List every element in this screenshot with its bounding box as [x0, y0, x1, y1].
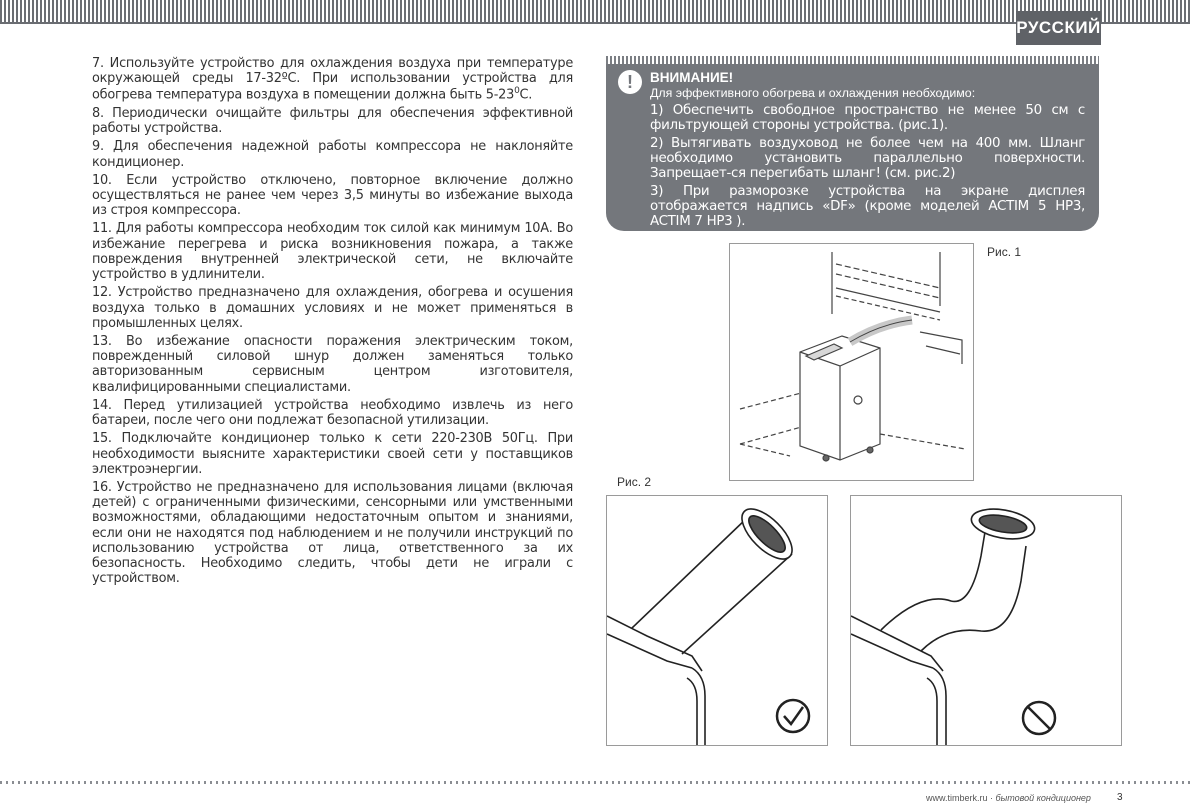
instruction-item: 12. Устройство предназначено для охлаждения, обогрева и осушения воздуха только в домашних условиях и не может применяться в промышленных целях. [92, 285, 573, 331]
figure-2-correct-hose [606, 495, 828, 746]
footer-tagline: бытовой кондиционер [995, 793, 1091, 803]
instruction-item: 16. Устройство не предназначено для использования лицами (включая детей) с ограниченными физическими, сенсорными или умственными возможностями, обладающими недостаточным опытом и знаниями, если они не находятся под наблюдением и не получили инструкций по использованию устройства от лица, ответственного за их безопасность. Необходимо следить, чтобы дети не играли с устройством. [92, 479, 573, 587]
page-number: 3 [1117, 792, 1123, 803]
language-tab: РУССКИЙ [1016, 11, 1101, 45]
notice-stripe-band [606, 56, 1099, 64]
attention-notice [606, 64, 1099, 231]
footer-site: www.timberk.ru [926, 793, 988, 803]
instruction-item: 15. Подключайте кондиционер только к сети 220-230В 50Гц. При необходимости выясните характеристики своей сети у поставщиков электроэнергии. [92, 431, 573, 477]
instruction-item: 14. Перед утилизацией устройства необходимо извлечь из него батареи, после чего они подлежат безопасной утилизации. [92, 397, 573, 429]
notice-title: ВНИМАНИЕ! [650, 70, 734, 85]
footer-site-info: www.timberk.ru · бытовой кондиционер [926, 793, 1091, 803]
instruction-item: 13. Во избежание опасности поражения электрическим током, поврежденный силовой шнур должен заменяться только авторизованным сервисным центром изготовителя, квалифицированными специалистами. [92, 334, 573, 395]
notice-item: 1) Обеспечить свободное пространство не менее 50 см с фильтрующей стороны устройства. (рис.1). [650, 103, 1085, 133]
prohibited-icon [1023, 702, 1055, 734]
footer-dotted-rule [0, 781, 1190, 784]
header-stripe-band [0, 0, 1190, 22]
instruction-item: 7. Используйте устройство для охлаждения воздуха при температуре окружающей среды 17-32ºC. При использовании устройства для обогрева температура воздуха в помещении должна быть $5-23^0C$. [92, 56, 573, 103]
figure-2-bent-hose [850, 495, 1122, 746]
figure-1-label: Рис. 1 [987, 245, 1022, 259]
header-rule [0, 22, 1190, 24]
notice-item: 2) Вытягивать воздуховод не более чем на 400 мм. Шланг необходимо установить параллельно поверхности. Запрещает-ся перегибать шланг! (см. рис.2) [650, 136, 1085, 181]
instruction-item: 10. Если устройство отключено, повторное включение должно осуществляться не ранее чем через 3,5 минуты во избежание выхода из строя компрессора. [92, 172, 573, 219]
notice-item: 3) При разморозке устройства на экране дисплея отображается надпись «DF» (кроме моделей ACTIM 5 HP3, ACTIM 7 HP3 ). [650, 184, 1085, 229]
instructions-column [92, 56, 573, 590]
figure-2-label: Рис. 2 [617, 475, 652, 489]
figure-1-clearance-illustration [729, 243, 974, 481]
instruction-item: 8. Периодически очищайте фильтры для обеспечения эффективной работы устройства. [92, 105, 573, 137]
instruction-item: 9. Для обеспечения надежной работы компрессора не наклоняйте кондиционер. [92, 139, 573, 170]
exclamation-icon: ! [618, 70, 642, 94]
check-icon [777, 700, 809, 732]
instruction-item: 11. Для работы компрессора необходим ток силой как минимум 10А. Во избежание перегрева и риска возникновения пожара, а также повреждения внутренней электрической сети, не включайте устройство в удлинители. [92, 221, 573, 283]
notice-intro: Для эффективного обогрева и охлаждения необходимо: [650, 86, 976, 100]
